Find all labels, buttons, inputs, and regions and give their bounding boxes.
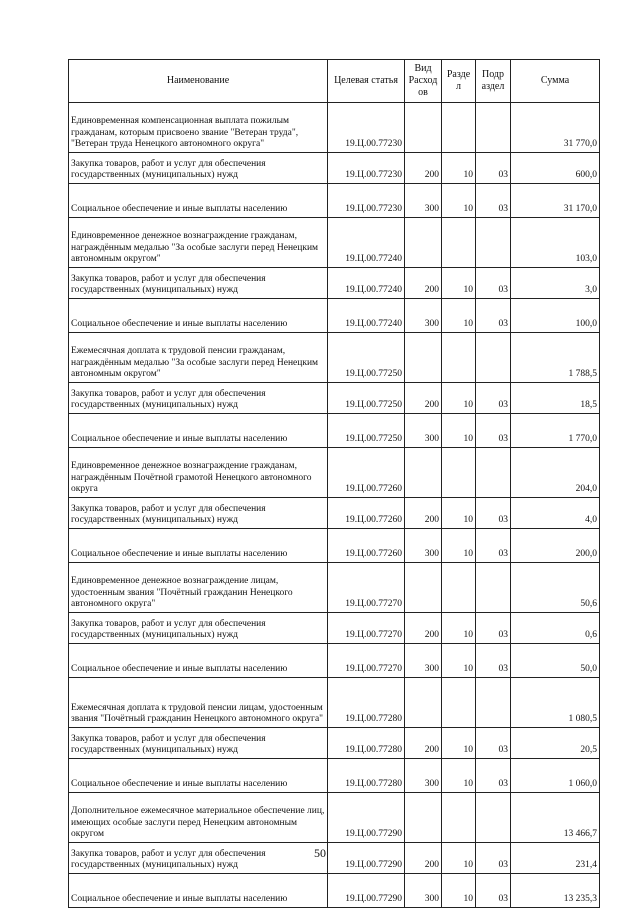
row-sum: 1 788,5 — [511, 333, 600, 383]
budget-table — [68, 59, 600, 908]
row-podrazdel: 03 — [476, 153, 511, 184]
header-podrazdel: Подр аздел — [476, 60, 511, 103]
row-vid: 200 — [405, 728, 442, 759]
row-name: Ежемесячная доплата к трудовой пенсии лицам, удостоенным звания "Почётный гражданин Ненецкого автономного округа" — [69, 678, 328, 728]
table-row — [69, 529, 600, 563]
row-razdel — [442, 793, 476, 843]
row-name: Закупка товаров, работ и услуг для обеспечения государственных (муниципальных) нужд — [69, 843, 328, 874]
row-podrazdel — [476, 103, 511, 153]
row-vid — [405, 563, 442, 613]
table-row — [69, 153, 600, 184]
row-vid — [405, 333, 442, 383]
row-name: Дополнительное ежемесячное материальное обеспечение лиц, имеющих особые заслуги перед Ненецким автономным округом — [69, 793, 328, 843]
table-row — [69, 218, 600, 268]
row-podrazdel: 03 — [476, 529, 511, 563]
row-razdel: 10 — [442, 644, 476, 678]
table-row — [69, 728, 600, 759]
row-target-code: 19.Ц.00.77270 — [328, 563, 405, 613]
row-razdel — [442, 448, 476, 498]
row-sum: 100,0 — [511, 299, 600, 333]
table-row — [69, 613, 600, 644]
row-target-code: 19.Ц.00.77290 — [328, 874, 405, 908]
row-vid: 300 — [405, 874, 442, 908]
row-name: Социальное обеспечение и иные выплаты населению — [69, 529, 328, 563]
row-vid: 300 — [405, 184, 442, 218]
row-target-code: 19.Ц.00.77230 — [328, 184, 405, 218]
row-name: Социальное обеспечение и иные выплаты населению — [69, 644, 328, 678]
row-name: Социальное обеспечение и иные выплаты населению — [69, 759, 328, 793]
header-razdel: Разде л — [442, 60, 476, 103]
row-podrazdel: 03 — [476, 268, 511, 299]
row-name: Закупка товаров, работ и услуг для обеспечения государственных (муниципальных) нужд — [69, 153, 328, 184]
row-sum: 50,0 — [511, 644, 600, 678]
row-name: Закупка товаров, работ и услуг для обеспечения государственных (муниципальных) нужд — [69, 613, 328, 644]
row-vid — [405, 678, 442, 728]
row-name: Единовременная компенсационная выплата пожилым гражданам, которым присвоено звание "Ветеран труда", "Ветеран труда Ненецкого автономного округа" — [69, 103, 328, 153]
row-razdel: 10 — [442, 153, 476, 184]
table-row — [69, 759, 600, 793]
row-razdel: 10 — [442, 498, 476, 529]
row-name: Закупка товаров, работ и услуг для обеспечения государственных (муниципальных) нужд — [69, 498, 328, 529]
header-sum: Сумма — [511, 60, 600, 103]
row-podrazdel: 03 — [476, 759, 511, 793]
row-podrazdel: 03 — [476, 728, 511, 759]
row-vid: 200 — [405, 843, 442, 874]
row-podrazdel: 03 — [476, 874, 511, 908]
row-sum: 600,0 — [511, 153, 600, 184]
row-vid: 200 — [405, 498, 442, 529]
table-header-row — [69, 60, 600, 103]
row-target-code: 19.Ц.00.77260 — [328, 448, 405, 498]
row-podrazdel: 03 — [476, 498, 511, 529]
row-vid: 300 — [405, 414, 442, 448]
row-vid: 300 — [405, 759, 442, 793]
table-row — [69, 414, 600, 448]
table-row — [69, 563, 600, 613]
row-razdel — [442, 333, 476, 383]
row-razdel — [442, 218, 476, 268]
row-sum: 3,0 — [511, 268, 600, 299]
row-razdel: 10 — [442, 759, 476, 793]
header-target: Целевая статья — [328, 60, 405, 103]
row-vid — [405, 793, 442, 843]
row-target-code: 19.Ц.00.77280 — [328, 759, 405, 793]
table-row — [69, 644, 600, 678]
table-row — [69, 678, 600, 728]
table-row — [69, 268, 600, 299]
row-target-code: 19.Ц.00.77290 — [328, 793, 405, 843]
table-row — [69, 448, 600, 498]
row-vid: 200 — [405, 383, 442, 414]
row-sum: 18,5 — [511, 383, 600, 414]
table-row — [69, 333, 600, 383]
row-sum: 204,0 — [511, 448, 600, 498]
row-razdel: 10 — [442, 613, 476, 644]
row-sum: 1 770,0 — [511, 414, 600, 448]
table-row — [69, 383, 600, 414]
row-name: Социальное обеспечение и иные выплаты населению — [69, 184, 328, 218]
row-podrazdel: 03 — [476, 843, 511, 874]
row-vid: 200 — [405, 613, 442, 644]
row-sum: 0,6 — [511, 613, 600, 644]
row-name: Закупка товаров, работ и услуг для обеспечения государственных (муниципальных) нужд — [69, 268, 328, 299]
header-name: Наименование — [69, 60, 328, 103]
row-target-code: 19.Ц.00.77250 — [328, 333, 405, 383]
row-podrazdel: 03 — [476, 383, 511, 414]
row-razdel: 10 — [442, 843, 476, 874]
row-target-code: 19.Ц.00.77240 — [328, 218, 405, 268]
table-row — [69, 184, 600, 218]
row-razdel — [442, 563, 476, 613]
row-vid: 300 — [405, 644, 442, 678]
row-podrazdel: 03 — [476, 184, 511, 218]
table-row — [69, 299, 600, 333]
table-row — [69, 103, 600, 153]
row-target-code: 19.Ц.00.77230 — [328, 153, 405, 184]
row-target-code: 19.Ц.00.77280 — [328, 678, 405, 728]
row-razdel: 10 — [442, 299, 476, 333]
row-razdel: 10 — [442, 184, 476, 218]
row-vid: 200 — [405, 268, 442, 299]
row-sum: 200,0 — [511, 529, 600, 563]
row-name: Ежемесячная доплата к трудовой пенсии гражданам, награждённым медалью "За особые заслуги перед Ненецким автономным округом" — [69, 333, 328, 383]
row-vid: 200 — [405, 153, 442, 184]
table-row — [69, 793, 600, 843]
row-target-code: 19.Ц.00.77240 — [328, 299, 405, 333]
row-target-code: 19.Ц.00.77260 — [328, 498, 405, 529]
row-podrazdel — [476, 333, 511, 383]
row-target-code: 19.Ц.00.77260 — [328, 529, 405, 563]
row-podrazdel: 03 — [476, 644, 511, 678]
row-podrazdel: 03 — [476, 613, 511, 644]
row-target-code: 19.Ц.00.77240 — [328, 268, 405, 299]
row-razdel: 10 — [442, 414, 476, 448]
row-target-code: 19.Ц.00.77250 — [328, 383, 405, 414]
table-row — [69, 498, 600, 529]
row-name: Единовременное денежное вознаграждение гражданам, награждённым медалью "За особые заслуги перед Ненецким автономным округом" — [69, 218, 328, 268]
row-vid — [405, 103, 442, 153]
row-vid: 300 — [405, 529, 442, 563]
row-podrazdel — [476, 793, 511, 843]
row-vid — [405, 448, 442, 498]
row-podrazdel — [476, 448, 511, 498]
row-name: Единовременное денежное вознаграждение гражданам, награждённым Почётной грамотой Ненецкого автономного округа — [69, 448, 328, 498]
row-name: Социальное обеспечение и иные выплаты населению — [69, 874, 328, 908]
row-podrazdel — [476, 678, 511, 728]
row-name: Социальное обеспечение и иные выплаты населению — [69, 414, 328, 448]
row-razdel: 10 — [442, 874, 476, 908]
row-sum: 13 466,7 — [511, 793, 600, 843]
row-name: Закупка товаров, работ и услуг для обеспечения государственных (муниципальных) нужд — [69, 383, 328, 414]
row-target-code: 19.Ц.00.77270 — [328, 613, 405, 644]
row-sum: 50,6 — [511, 563, 600, 613]
row-target-code: 19.Ц.00.77270 — [328, 644, 405, 678]
row-sum: 31 770,0 — [511, 103, 600, 153]
row-vid: 300 — [405, 299, 442, 333]
row-name: Единовременное денежное вознаграждение лицам, удостоенным звания "Почётный гражданин Ненецкого автономного округа" — [69, 563, 328, 613]
row-target-code: 19.Ц.00.77230 — [328, 103, 405, 153]
row-razdel — [442, 103, 476, 153]
row-vid — [405, 218, 442, 268]
row-target-code: 19.Ц.00.77280 — [328, 728, 405, 759]
header-vid: Вид Расход ов — [405, 60, 442, 103]
row-razdel: 10 — [442, 529, 476, 563]
row-razdel: 10 — [442, 383, 476, 414]
row-podrazdel — [476, 563, 511, 613]
row-name: Социальное обеспечение и иные выплаты населению — [69, 299, 328, 333]
row-razdel — [442, 678, 476, 728]
row-podrazdel: 03 — [476, 414, 511, 448]
row-sum: 31 170,0 — [511, 184, 600, 218]
row-razdel: 10 — [442, 268, 476, 299]
row-podrazdel: 03 — [476, 299, 511, 333]
row-sum: 1 080,5 — [511, 678, 600, 728]
row-podrazdel — [476, 218, 511, 268]
row-sum: 4,0 — [511, 498, 600, 529]
row-sum: 1 060,0 — [511, 759, 600, 793]
row-sum: 13 235,3 — [511, 874, 600, 908]
row-target-code: 19.Ц.00.77250 — [328, 414, 405, 448]
row-razdel: 10 — [442, 728, 476, 759]
row-name: Закупка товаров, работ и услуг для обеспечения государственных (муниципальных) нужд — [69, 728, 328, 759]
table-row — [69, 874, 600, 908]
page-number: 50 — [314, 846, 326, 860]
row-sum: 103,0 — [511, 218, 600, 268]
row-target-code: 19.Ц.00.77290 — [328, 843, 405, 874]
row-sum: 231,4 — [511, 843, 600, 874]
row-sum: 20,5 — [511, 728, 600, 759]
